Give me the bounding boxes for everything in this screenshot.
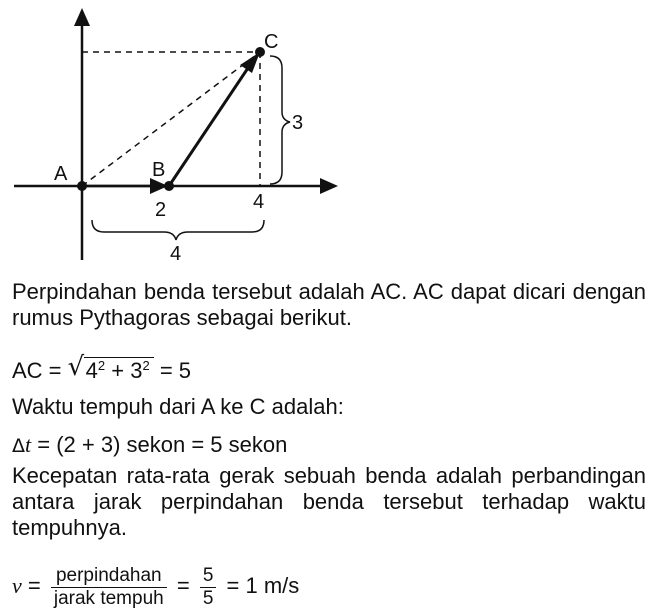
label-b: B	[152, 159, 166, 181]
exponent-2: 2	[142, 358, 150, 373]
fraction-definition	[51, 565, 167, 610]
velocity-result: = 1 m/s	[226, 573, 300, 598]
fraction-denominator-distance: jarak tempuh	[53, 587, 164, 609]
variable-t: t	[25, 432, 32, 457]
label-a: A	[54, 163, 68, 185]
fraction-numerator-5: 5	[200, 565, 217, 588]
paragraph-displacement: Perpindahan benda tersebut adalah AC. AC dapat dicari dengan rumus Pythagoras sebagai berikut.	[12, 279, 646, 330]
base-4: 4	[85, 358, 98, 383]
base-3: 3	[130, 358, 143, 383]
equation-delta-t	[12, 432, 287, 459]
vertical-brace-label: 3	[292, 112, 304, 134]
equation-ac-lhs: AC =	[12, 358, 62, 383]
equals-sign-1: =	[27, 573, 41, 598]
vertical-brace	[270, 56, 290, 184]
y-axis-arrowhead	[74, 8, 90, 26]
tick-label-2: 2	[155, 199, 167, 221]
equation-ac-rhs: = 5	[159, 358, 192, 383]
square-root	[67, 352, 154, 387]
equation-ac	[12, 352, 192, 387]
fraction-denominator-5: 5	[202, 587, 214, 609]
dashed-line-ac	[82, 52, 260, 186]
fraction-values	[200, 565, 217, 610]
x-axis-arrowhead	[320, 178, 338, 194]
horizontal-brace	[92, 220, 264, 240]
horizontal-brace-label: 4	[170, 243, 182, 265]
point-b	[164, 181, 174, 191]
label-c: C	[264, 31, 279, 53]
equation-delta-t-rest: = (2 + 3) sekon = 5 sekon	[31, 432, 288, 457]
radical-sign-icon: √	[67, 352, 85, 382]
equation-velocity	[12, 562, 299, 610]
point-a	[77, 181, 87, 191]
equals-sign-2: =	[176, 573, 190, 598]
paragraph-travel-time: Waktu tempuh dari A ke C adalah:	[12, 394, 344, 419]
plus-sign: +	[105, 358, 131, 383]
delta-symbol: Δ	[12, 435, 25, 457]
radicand	[84, 357, 154, 383]
vector-diagram	[0, 0, 654, 270]
tick-label-4: 4	[253, 191, 265, 213]
fraction-numerator-displacement: perpindahan	[51, 565, 167, 588]
vector-bc	[169, 62, 252, 186]
variable-v: v	[12, 573, 22, 598]
paragraph-average-velocity: Kecepatan rata-rata gerak sebuah benda adalah perbandingan antara jarak perpindahan benda tersebut terhadap waktu tempuhnya.	[12, 463, 646, 540]
exponent-1: 2	[97, 358, 106, 373]
